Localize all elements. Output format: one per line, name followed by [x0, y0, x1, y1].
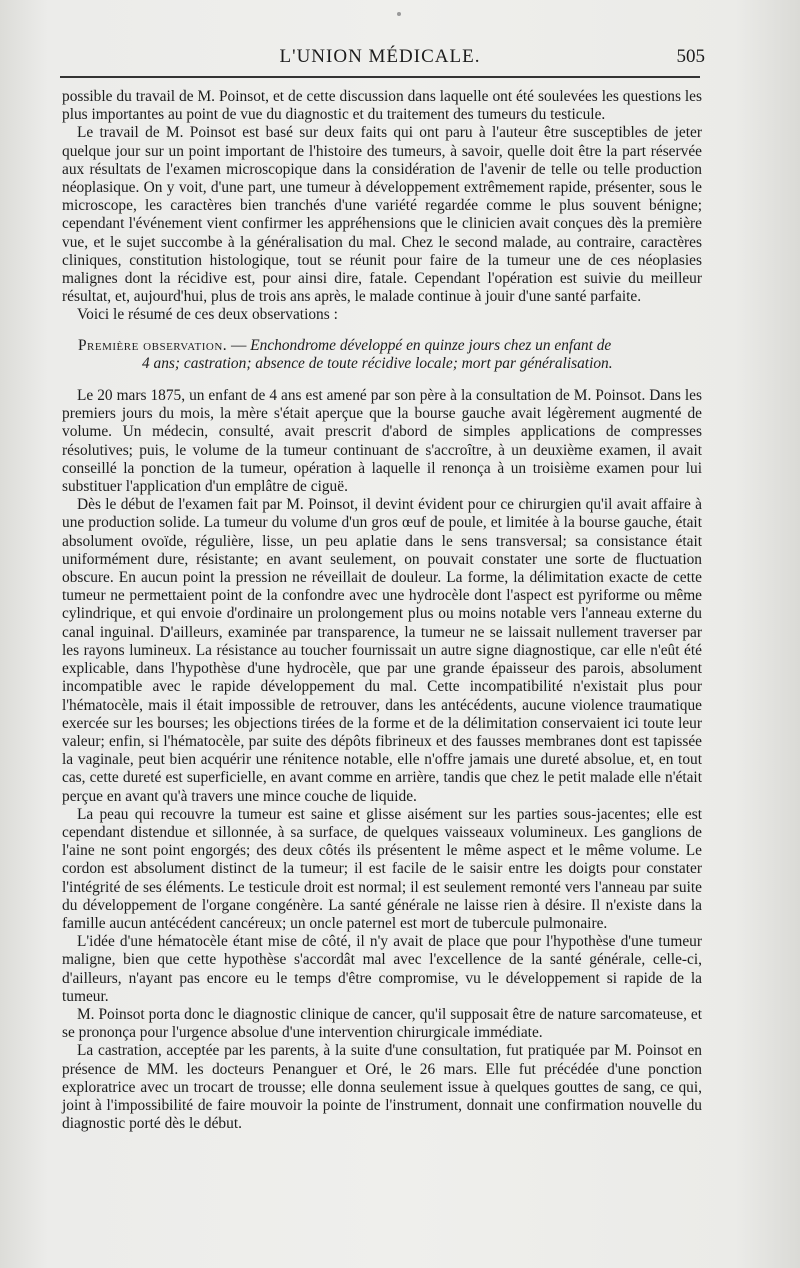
- page-number: 505: [676, 46, 705, 67]
- print-mark: [397, 12, 401, 16]
- observation-title-line1: Enchondrome développé en quinze jours chez un enfant de: [250, 336, 612, 354]
- observation-label: Première observation.: [78, 336, 228, 354]
- paragraph: possible du travail de M. Poinsot, et de cette discussion dans laquelle ont été soulevées les questions les plus importantes au point de vue du diagnostic et du traitement des tumeurs du testicule.: [62, 88, 702, 124]
- observation-dash: —: [230, 336, 247, 354]
- running-header: [60, 42, 705, 72]
- paragraph: Le 20 mars 1875, un enfant de 4 ans est amené par son père à la consultation de M. Poinsot. Dans les premiers jours du mois, la mère s'était aperçue que la bourse gauche avait légèrement augmenté de volume. Un médecin, consulté, avait prescrit d'abord de simples applications de compresses résolutives; puis, le volume de la tumeur continuant de s'accroître, à un deuxième examen, il avait conseillé la ponction de la tumeur, opération à laquelle il renonça à un troisième examen pour lui substituer l'application d'un emplâtre de ciguë.: [62, 387, 702, 496]
- paragraph: La castration, acceptée par les parents, à la suite d'une consultation, fut pratiquée par M. Poinsot en présence de MM. les docteurs Penanguer et Oré, le 26 mars. Elle fut précédée d'une ponction exploratrice avec un trocart de trousse; elle donna seulement issue à quelques gouttes de sang, ce qui, joint à l'impossibilité de faire mouvoir la pointe de l'instrument, donnait une confirmation nouvelle du diagnostic porté dès le début.: [62, 1042, 702, 1133]
- journal-title: L'UNION MÉDICALE.: [279, 46, 481, 67]
- header-rule: [60, 76, 700, 78]
- paragraph: M. Poinsot porta donc le diagnostic clinique de cancer, qu'il supposait être de nature sarcomateuse, et se prononça pour l'urgence absolue d'une intervention chirurgicale immédiate.: [62, 1005, 702, 1042]
- observation-title-line2: 4 ans; castration; absence de toute récidive locale; mort par généralisation.: [142, 354, 613, 372]
- paragraph: Dès le début de l'examen fait par M. Poinsot, il devint évident pour ce chirurgien qu'il avait affaire à une production solide. La tumeur du volume d'un gros œuf de poule, et limitée à la bourse gauche, était absolument ovoïde, régulière, lisse, un peu aplatie dans le sens transversal; sa consistance était uniformément dure, résistante; en avant seulement, on pouvait constater une sorte de fluctuation obscure. En aucun point la pression ne réveillait de douleur. La forme, la délimitation exacte de cette tumeur ne permettaient point de la confondre avec une hydrocèle dont l'aspect est pyriforme ou même cylindrique, et qui envoie d'ordinaire un prolongement plus ou moins notable vers l'anneau externe du canal inguinal. D'ailleurs, examinée par transparence, la tumeur ne se laissait nullement traverser par les rayons lumineux. La résistance au toucher fournissait un autre signe diagnostique, car elle n'eût été explicable, dans l'hypothèse d'une hydrocèle, que par une grande épaisseur des parois, absolument incompatible avec le rapide développement du mal. Cette incompatibilité n'existait plus pour l'hématocèle, mais il était impossible de retrouver, dans les antécédents, aucune violence traumatique exercée sur les bourses; les objections tirées de la forme et de la délimitation conservaient ici toute leur valeur; enfin, si l'hématocèle, par suite des dépôts fibrineux et des fausses membranes dont est tapissée la vaginale, peut bien acquérir une rénitence notable, elle n'offre jamais une dureté absolue, et, en tout cas, cette dureté est superficielle, en avant comme en arrière, tandis que chez le petit malade elle n'était perçue en avant qu'à travers une mince couche de liquide.: [62, 496, 702, 805]
- paragraph: L'idée d'une hématocèle étant mise de côté, il n'y avait de place que pour l'hypothèse d'une tumeur maligne, bien que cette hypothèse s'accordât mal avec l'excellence de la santé générale, celle-ci, d'ailleurs, n'ayant pas encore eu le temps d'être compromise, vu le développement si rapide de la tumeur.: [62, 933, 702, 1005]
- paragraph: Voici le résumé de ces deux observations :: [77, 306, 338, 324]
- paragraph: Le travail de M. Poinsot est basé sur deux faits qui ont paru à l'auteur être susceptibles de jeter quelque jour sur un point important de l'histoire des tumeurs, à savoir, quelle doit être la part réservée aux résultats de l'examen microscopique dans la considération de l'avenir de telle ou telle production néoplasique. On y voit, d'une part, une tumeur à développement extrêmement rapide, présenter, sous le microscope, les caractères bien tranchés d'une variété regardée comme le plus souvent bénigne; cependant l'événement vient confirmer les appréhensions que le clinicien avait conçues dès la première vue, et le sujet succombe à la généralisation du mal. Chez le second malade, au contraire, caractères cliniques, constitution histologique, tout se réunit pour faire de la tumeur une de ces néoplasies malignes dont la récidive est, pour ainsi dire, fatale. Cependant l'opération est suivie du meilleur résultat, et, aujourd'hui, plus de trois ans après, le malade continue à jouir d'une santé parfaite.: [62, 124, 702, 306]
- article-body: [62, 88, 702, 1133]
- paragraph: La peau qui recouvre la tumeur est saine et glisse aisément sur les parties sous-jacentes; elle est cependant distendue et sillonnée, à sa surface, de quelques vaisseaux volumineux. Les ganglions de l'aine ne sont point engorgés; des deux côtés ils présentent le même aspect et le même volume. Le cordon est absolument distinct de la tumeur; il est facile de le saisir entre les doigts pour constater l'intégrité de ses éléments. Le testicule droit est normal; il est seulement remonté vers l'anneau par suite du développement de l'organe congénère. La santé générale ne laisse rien à désire. Il n'existe dans la famille aucun antécédent cancéreux; un oncle paternel est mort de tubercule pulmonaire.: [62, 805, 702, 932]
- observation-heading: [62, 337, 702, 373]
